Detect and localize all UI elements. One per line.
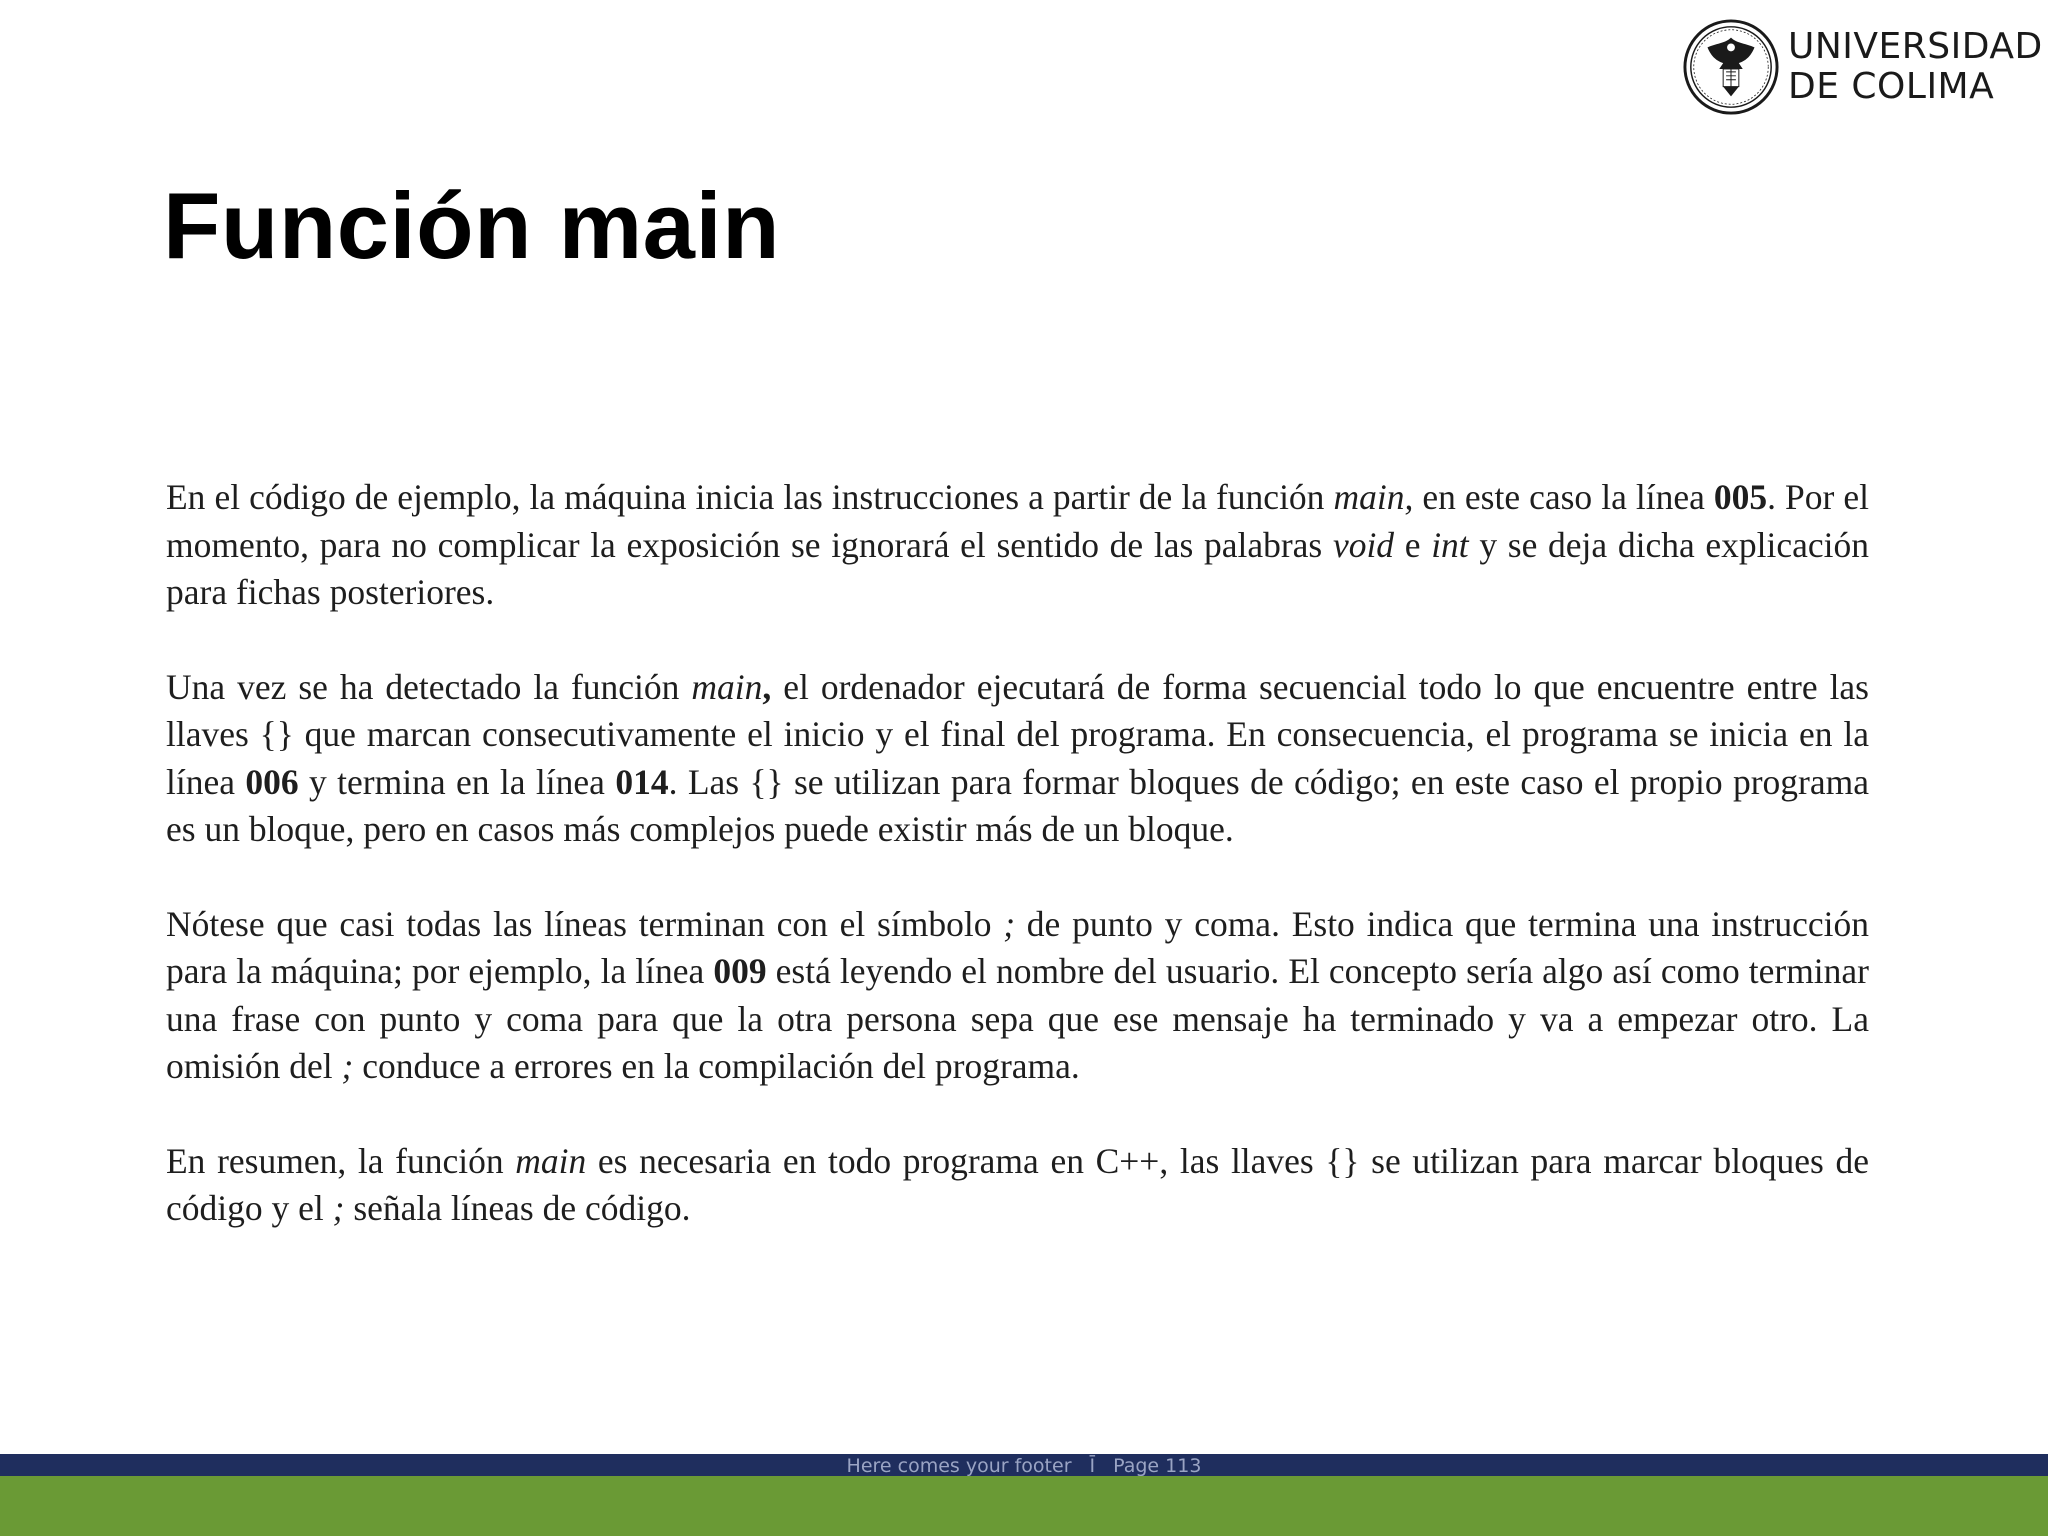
text-run: está leyendo el nombre del usuario. El concepto sería algo así como terminar una frase con punto y coma para que la otra persona sepa que ese mensaje ha terminado y va a empezar otro. La omisión del [166, 951, 1869, 1086]
paragraph-3 [166, 901, 1869, 1091]
text-run: e [1394, 524, 1432, 565]
paragraph-4 [166, 1138, 1869, 1233]
text-run: En resumen, la función [166, 1140, 516, 1181]
text-run: y termina en la línea [298, 761, 616, 802]
paragraph-1 [166, 474, 1869, 617]
footer-separator: Ī [1089, 1455, 1096, 1477]
text-run: ; [1003, 903, 1016, 944]
university-seal-icon [1682, 18, 1780, 116]
text-run: ; [341, 1046, 354, 1086]
footer-band-green [0, 1476, 2048, 1536]
university-logo [1682, 16, 2043, 118]
text-run: es necesaria en todo programa en C++, las llaves {} se utilizan para marcar bloques de código y el [166, 1140, 1869, 1228]
university-name-line1: UNIVERSIDAD [1788, 25, 2043, 67]
text-run: y se deja dicha explicación para fichas posteriores. [166, 524, 1869, 612]
text-run: main [691, 666, 763, 707]
university-name [1788, 27, 2043, 108]
text-run: , [762, 666, 772, 707]
text-run: 006 [245, 761, 299, 802]
university-name-line2: DE COLIMA [1788, 66, 1995, 107]
text-run: int [1431, 524, 1469, 565]
slide-title: Función main [163, 173, 780, 278]
slide-body [166, 474, 1869, 1280]
page-number: Page 113 [1113, 1455, 1202, 1477]
text-run: el ordenador ejecutará de forma secuencial todo lo que encuentre entre las llaves {} que marcan consecutivamente el inicio y el final del programa. En consecuencia, el programa se inicia en la línea [166, 666, 1869, 802]
text-run: ; [332, 1188, 345, 1228]
text-run: en este caso la línea [1413, 477, 1714, 517]
text-run: main [515, 1140, 587, 1181]
footer-text: Here comes your footer [846, 1455, 1072, 1477]
text-run: void [1332, 524, 1395, 565]
paragraph-2 [166, 664, 1869, 854]
text-run: . Las {} se utilizan para formar bloques de código; en este caso el propio programa es un bloque, pero en casos más complejos puede existir más de un bloque. [166, 761, 1869, 849]
text-run: de punto y coma. Esto indica que termina una instrucción para la máquina; por ejemplo, la línea [166, 903, 1870, 991]
text-run: 014 [615, 761, 669, 802]
text-run: Una vez se ha detectado la función [166, 666, 692, 707]
text-run: main, [1333, 477, 1414, 517]
text-run: En el código de ejemplo, la máquina inicia las instrucciones a partir de la función [166, 477, 1334, 517]
text-run: 005 [1713, 477, 1768, 517]
text-run: señala líneas de código. [344, 1188, 691, 1228]
text-run: Nótese que casi todas las líneas terminan con el símbolo [166, 903, 1004, 944]
slide-footer [0, 1455, 2048, 1477]
text-run: . Por el momento, para no complicar la exposición se ignorará el sentido de las palabras [166, 477, 1869, 565]
text-run: conduce a errores en la compilación del programa. [353, 1046, 1080, 1086]
text-run: 009 [713, 951, 767, 991]
